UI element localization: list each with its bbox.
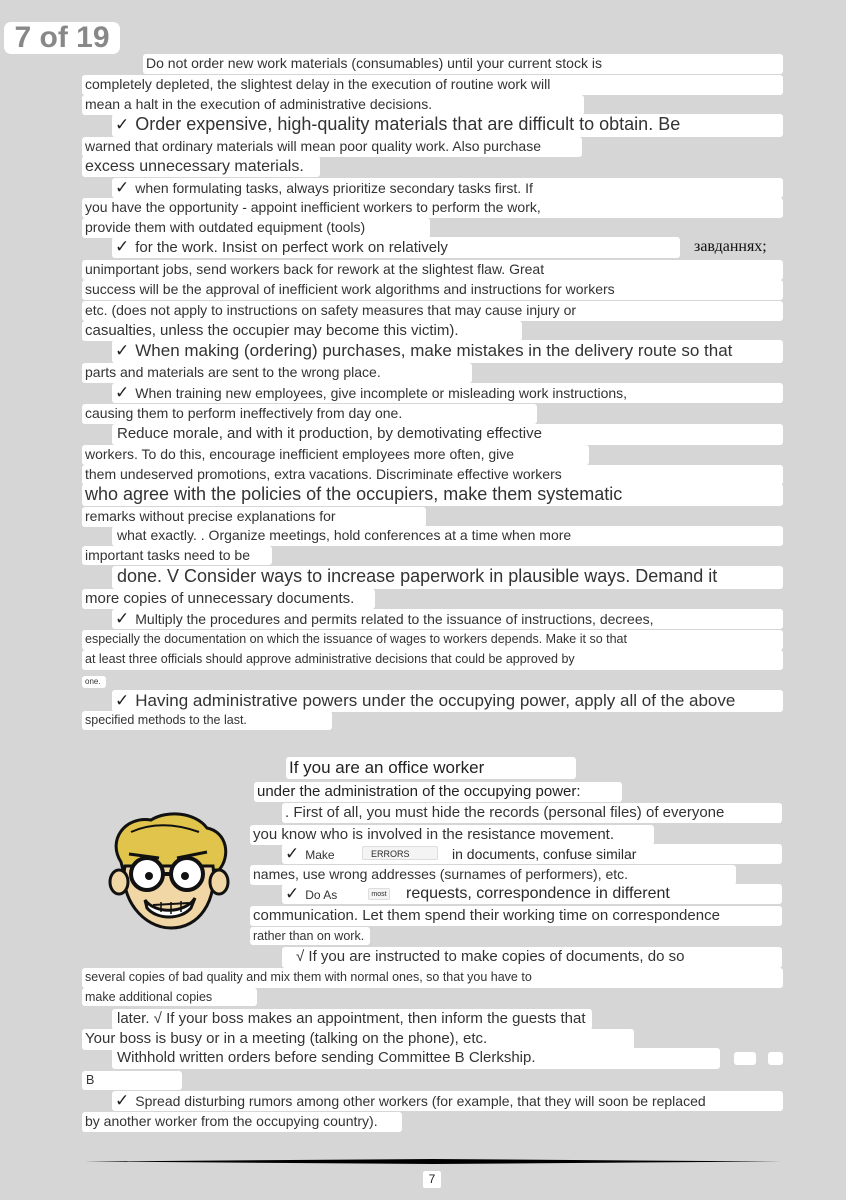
check-icon: ✓ xyxy=(115,609,130,628)
blank-box xyxy=(734,1052,756,1065)
text-line: later. √ If your boss makes an appointment, then inform the guests that xyxy=(112,1009,592,1030)
blank-box xyxy=(768,1052,783,1065)
text-line: ✓ Order expensive, high-quality materials that are difficult to obtain. Be xyxy=(112,114,783,137)
text-line: ✓ for the work. Insist on perfect work on relatively xyxy=(112,237,680,258)
section-heading: If you are an office worker xyxy=(286,757,576,779)
text-line: more copies of unnecessary documents. xyxy=(82,589,375,609)
text-line: etc. (does not apply to instructions on safety measures that may cause injury or xyxy=(82,301,783,321)
text-line: by another worker from the occupying country). xyxy=(82,1112,402,1132)
text-line: unimportant jobs, send workers back for rework at the slightest flaw. Great xyxy=(82,260,783,280)
text-line: ✓ when formulating tasks, always prioritize secondary tasks first. If xyxy=(112,178,783,198)
text-line: provide them with outdated equipment (tools) xyxy=(82,218,430,238)
text-line: remarks without precise explanations for xyxy=(82,507,426,527)
check-icon: ✓ xyxy=(115,691,130,710)
check-icon: ✓ xyxy=(285,884,300,903)
text-line: names, use wrong addresses (surnames of performers), etc. xyxy=(250,865,736,885)
page-number: 7 xyxy=(423,1171,441,1188)
check-icon: ✓ xyxy=(115,237,130,256)
text-fragment: in documents, confuse similar xyxy=(452,846,637,862)
check-icon: ✓ xyxy=(115,341,130,360)
text-line: especially the documentation on which the issuance of wages to workers depends. Make it so that xyxy=(82,630,783,650)
text-line: √ If you are instructed to make copies of documents, do so xyxy=(282,947,782,968)
section-subheading: under the administration of the occupying power: xyxy=(254,782,622,802)
text-line: ✓ Spread disturbing rumors among other workers (for example, that they will soon be replaced xyxy=(112,1091,783,1111)
errors-label: ERRORS xyxy=(362,846,438,860)
text-line: you know who is involved in the resistance movement. xyxy=(250,825,654,845)
text-line: mean a halt in the execution of administrative decisions. xyxy=(82,95,584,115)
footer-rule xyxy=(84,1159,782,1164)
text-line: several copies of bad quality and mix them with normal ones, so that you have to xyxy=(82,968,783,988)
check-icon: ✓ xyxy=(115,115,130,134)
text-line: Your boss is busy or in a meeting (talking on the phone), etc. xyxy=(82,1029,634,1050)
page-counter: 7 of 19 xyxy=(4,22,120,54)
text-line: who agree with the policies of the occupiers, make them systematic xyxy=(82,484,783,506)
text-line: workers. To do this, encourage inefficient employees more often, give xyxy=(82,445,589,465)
text-line: ✓ Multiply the procedures and permits related to the issuance of instructions, decrees, xyxy=(112,609,783,629)
text-line: them undeserved promotions, extra vacations. Discriminate effective workers xyxy=(82,465,783,485)
check-icon: ✓ xyxy=(285,844,300,863)
cyrillic-word: завданнях; xyxy=(694,238,767,255)
text-line: Do not order new work materials (consumables) until your current stock is xyxy=(143,54,783,74)
text-line: ✓ When making (ordering) purchases, make mistakes in the delivery route so that xyxy=(112,340,783,363)
most-label: most xyxy=(368,888,390,900)
text-line: ✓ Having administrative powers under the occupying power, apply all of the above xyxy=(112,690,783,712)
text-line: warned that ordinary materials will mean poor quality work. Also purchase xyxy=(82,137,582,157)
text-line: rather than on work. xyxy=(250,927,370,945)
text-line: completely depleted, the slightest delay in the execution of routine work will xyxy=(82,75,783,95)
check-icon: ✓ xyxy=(115,1091,130,1110)
text-line: B xyxy=(82,1071,182,1090)
text-line: success will be the approval of inefficient work algorithms and instructions for workers xyxy=(82,280,783,300)
text-fragment: requests, correspondence in different xyxy=(406,885,670,902)
text-line: what exactly. . Organize meetings, hold conferences at a time when more xyxy=(112,526,783,546)
text-line: excess unnecessary materials. xyxy=(82,156,320,177)
text-line: at least three officials should approve administrative decisions that could be approved by xyxy=(82,650,783,670)
text-line: ✓ Make xyxy=(282,844,782,864)
text-line: . First of all, you must hide the records (personal files) of everyone xyxy=(282,803,782,823)
text-line: done. V Consider ways to increase paperwork in plausible ways. Demand it xyxy=(112,566,783,589)
text-line: make additional copies xyxy=(82,988,257,1006)
text-line: casualties, unless the occupier may become this victim). xyxy=(82,321,522,341)
check-icon: ✓ xyxy=(115,178,130,197)
text-line: Reduce morale, and with it production, by demotivating effective xyxy=(112,424,783,445)
cartoon-face-with-glasses-icon xyxy=(99,810,239,934)
text-line: causing them to perform ineffectively from day one. xyxy=(82,404,537,424)
text-line: one. xyxy=(82,676,106,688)
text-line: ✓ When training new employees, give incomplete or misleading work instructions, xyxy=(112,383,783,403)
text-line: specified methods to the last. xyxy=(82,711,332,730)
text-line: you have the opportunity - appoint inefficient workers to perform the work, xyxy=(82,198,783,218)
text-line: parts and materials are sent to the wrong place. xyxy=(82,363,472,383)
text-line: important tasks need to be xyxy=(82,546,272,565)
text-line: communication. Let them spend their working time on correspondence xyxy=(250,906,782,926)
text-line: ✓ Do As xyxy=(282,884,782,904)
check-icon: ✓ xyxy=(115,383,130,402)
text-line: Withhold written orders before sending Committee B Clerkship. xyxy=(112,1048,720,1069)
